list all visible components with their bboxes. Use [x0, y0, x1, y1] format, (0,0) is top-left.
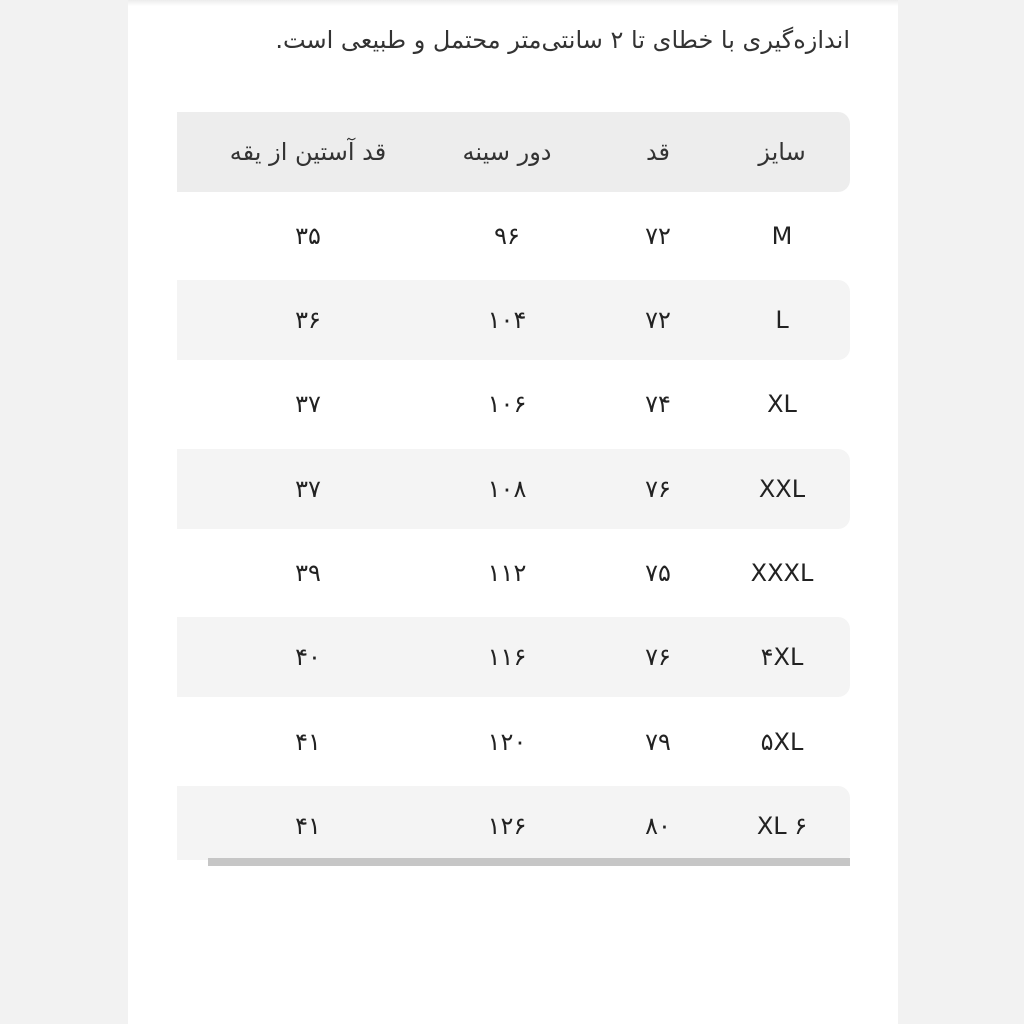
cell-sleeve: ۳۶	[295, 306, 321, 334]
table-row	[177, 280, 850, 360]
table-header-row	[177, 112, 850, 192]
cell-chest: ۱۰۸	[487, 475, 527, 503]
cell-sleeve: ۳۹	[295, 559, 321, 587]
header-size: سایز	[758, 138, 806, 166]
cell-size: XXXL	[750, 559, 814, 587]
horizontal-scrollbar[interactable]	[208, 858, 850, 866]
cell-length: ۷۲	[645, 306, 671, 334]
header-sleeve: قد آستین از یقه	[229, 138, 387, 166]
cell-sleeve: ۳۷	[295, 390, 321, 418]
measurement-note: اندازه‌گیری با خطای تا ۲ سانتی‌متر محتمل و طبیعی است.	[275, 26, 850, 54]
cell-sleeve: ۴۰	[295, 643, 321, 671]
content-panel	[128, 0, 898, 1024]
cell-size: XL ۶	[756, 812, 808, 840]
table-row	[177, 364, 850, 444]
header-length: قد	[645, 138, 671, 166]
cell-size: L	[775, 306, 789, 334]
cell-chest: ۱۰۶	[487, 390, 527, 418]
cell-length: ۷۶	[645, 643, 671, 671]
cell-size: XL	[767, 390, 797, 418]
size-table[interactable]	[177, 112, 850, 860]
scrollbar-thumb[interactable]	[208, 858, 850, 866]
cell-length: ۷۲	[645, 222, 671, 250]
cell-size: ۵XL	[760, 728, 804, 756]
table-row	[177, 617, 850, 697]
table-row	[177, 449, 850, 529]
cell-length: ۷۶	[645, 475, 671, 503]
cell-length: ۸۰	[645, 812, 671, 840]
cell-size: ۴XL	[760, 643, 804, 671]
table-row	[177, 533, 850, 613]
cell-length: ۷۵	[645, 559, 671, 587]
cell-sleeve: ۳۵	[295, 222, 321, 250]
cell-chest: ۹۶	[494, 222, 520, 250]
cell-chest: ۱۰۴	[487, 306, 527, 334]
cell-size: XXL	[758, 475, 806, 503]
cell-chest: ۱۱۶	[487, 643, 527, 671]
cell-length: ۷۴	[645, 390, 671, 418]
cell-chest: ۱۱۲	[487, 559, 527, 587]
cell-sleeve: ۴۱	[295, 728, 321, 756]
header-chest: دور سینه	[462, 138, 552, 166]
cell-sleeve: ۳۷	[295, 475, 321, 503]
top-shadow	[128, 0, 898, 6]
cell-length: ۷۹	[645, 728, 671, 756]
cell-sleeve: ۴۱	[295, 812, 321, 840]
cell-size: M	[771, 222, 793, 250]
table-row	[177, 702, 850, 782]
table-row	[177, 196, 850, 276]
cell-chest: ۱۲۶	[487, 812, 527, 840]
cell-chest: ۱۲۰	[487, 728, 527, 756]
table-row	[177, 786, 850, 860]
